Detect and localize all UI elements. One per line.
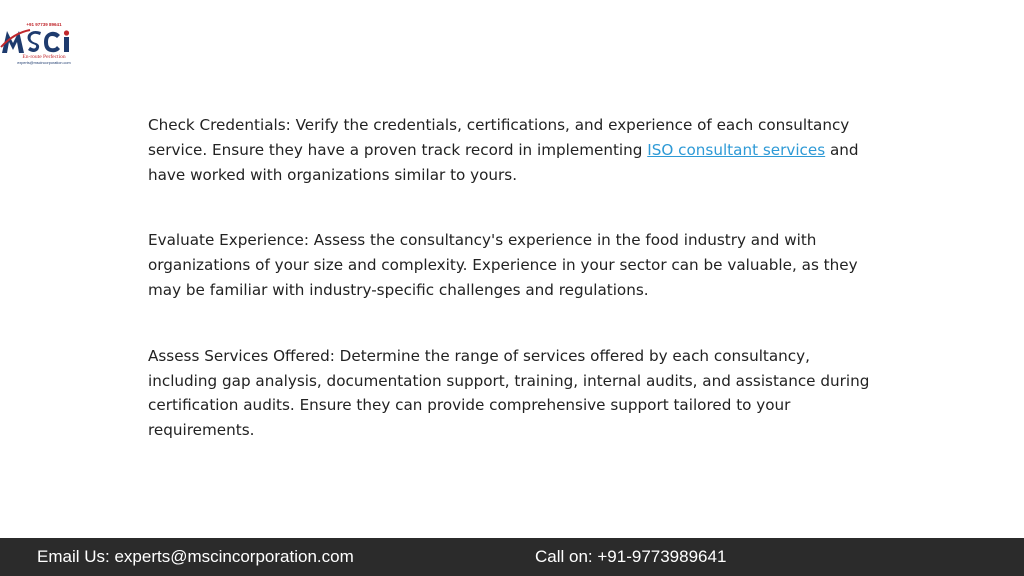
- company-logo[interactable]: [0, 22, 84, 70]
- paragraph-check-credentials: [148, 113, 878, 187]
- logo-phone: +91 97739 89641: [26, 22, 62, 27]
- footer-bar: [0, 538, 1024, 576]
- logo-email: experts@mscincorporation.com: [17, 61, 71, 65]
- paragraph-text: and have worked with organizations similar to yours.: [148, 140, 859, 184]
- paragraph-evaluate-experience: Evaluate Experience: Assess the consultancy's experience in the food industry and with organizations of your size and complexity. Experience in your sector can be valuable, as they may be familiar with industry-specific challenges and regulations.: [148, 231, 858, 299]
- iso-consultant-services-link[interactable]: ISO consultant services: [647, 140, 826, 159]
- content-body: [148, 113, 878, 484]
- logo-tagline: En-route Perfection: [22, 54, 66, 60]
- paragraph-text: Check Credentials: Verify the credentials, certifications, and experience of each consultancy service. Ensure they have a proven track record in implementing: [148, 116, 850, 159]
- paragraph-assess-services: Assess Services Offered: Determine the range of services offered by each consultancy, including gap analysis, documentation support, training, internal audits, and assistance during certification audits. Ensure they can provide comprehensive support tailored to your requirements.: [148, 346, 870, 440]
- footer-email[interactable]: Email Us: experts@mscincorporation.com: [37, 547, 354, 566]
- msci-logo-mark: [0, 27, 82, 55]
- footer-phone[interactable]: Call on: +91-9773989641: [535, 547, 727, 566]
